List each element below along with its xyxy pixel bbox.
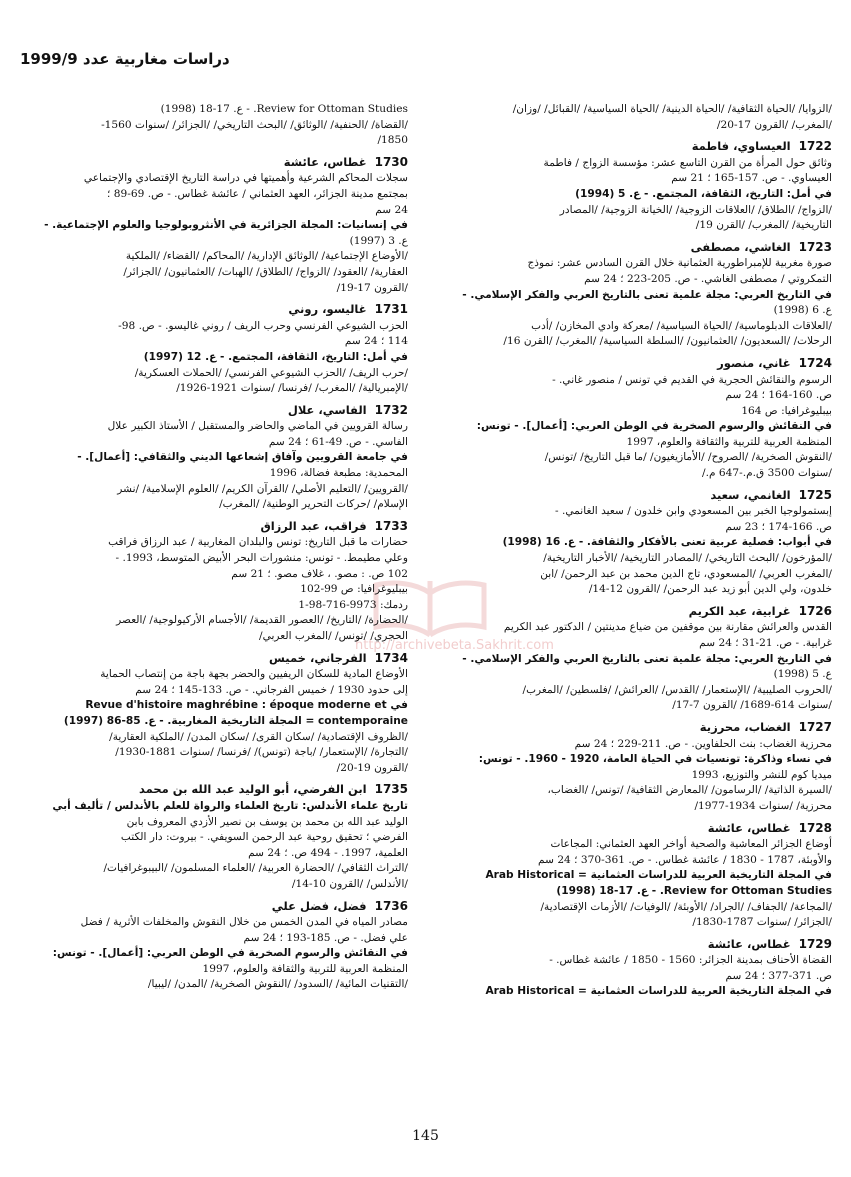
entry-author: الفرجاني، خميس [269, 650, 367, 665]
entry-text-line: /التجارة/ /الإستعمار/ /باجة (تونس)/ /فرنسا/ /سنوات 1881-1930/ [115, 746, 408, 759]
entry-text-line: /القضاة/ /الحنفية/ /الوثائق/ /البحث التاريخي/ /الجزائر/ /سنوات 1560- [101, 118, 408, 131]
entry-text-line: /المجاعة/ /الجفاف/ /الجراد/ /الأوبئة/ /الوفيات/ /الأزمات الإقتصادية/ [540, 900, 832, 913]
entry-source-line: في النقائش والرسوم الصخرية في الوطن العربي: [أعمال]. - تونس: [52, 947, 408, 960]
entry-text-line: الرسوم والنقائش الحجرية في القديم في تونس / منصور غاني. - [552, 373, 832, 386]
entry-text-line: رسالة القرويين في الماضي والحاضر والمستقبل / الأستاذ الكبير علال [107, 420, 408, 433]
entry-author: غرابية، عبد الكريم [688, 603, 791, 618]
bibliography-entry [20, 651, 408, 777]
entry-text-line: سجلات المحاكم الشرعية وأهميتها في دراسة التاريخ الإقتصادي والإجتماعي [83, 172, 408, 185]
entry-text-line: الوليد عبد الله بن محمد بن يوسف بن نصير الأزدي المعروف بابن [126, 815, 408, 828]
entry-text-line: /الجزائر/ /سنوات 1787-1830/ [692, 916, 832, 929]
entry-text-line: بيبليوغرافيا: ص 99-102 [300, 583, 408, 596]
entry-text-line: الإسلام/ /حركات التحرير الوطنية/ /المغرب/ [219, 498, 408, 511]
entry-source-line: contemporaine = المجلة التاريخية المغاربية. - ع. 85-86 (1997) [63, 714, 408, 727]
bibliography-entry [20, 782, 408, 892]
entry-heading [444, 821, 832, 837]
entry-number: 1722 [798, 139, 832, 154]
entry-number: 1726 [798, 603, 832, 618]
entry-author: العيساوي، فاطمة [691, 139, 791, 154]
entry-text-line: /التقنيات المائية/ /السدود/ /النقوش الصخرية/ /المدن/ /ليبيا/ [147, 978, 408, 991]
entry-author: فضل، فضل علي [271, 898, 367, 913]
entry-text-line: /القرويين/ /التعليم الأصلي/ /القرآن الكريم/ /العلوم الإسلامية/ /نشر [117, 482, 408, 495]
entry-text-line: المنظمة العربية للتربية والثقافة والعلوم، 1997 [202, 962, 408, 975]
entry-text-line: ص. 371-377 ؛ 24 سم [725, 969, 832, 982]
entry-text-line: القضاة الأحناف بمدينة الجزائر: 1560 - 1850 / عائشة غطاس. - [549, 954, 832, 967]
entry-source-line: في نساء وذاكرة: تونسيات في الحياة العامة، 1920 - 1960. - تونس: [478, 753, 832, 766]
entry-text-line: /السيرة الذاتية/ /الرسامون/ /المعارض الثقافية/ /تونس/ /الغضاب، [547, 784, 832, 797]
entry-heading [444, 720, 832, 736]
entry-text-line: /حرب الريف/ /الحزب الشيوعي الفرنسي/ /الحملات العسكرية/ [134, 366, 408, 379]
entry-number: 1734 [374, 650, 408, 665]
entry-number: 1736 [374, 898, 408, 913]
entry-source-line: Review for Ottoman Studies. - ع. 17-18 (1998) [556, 884, 832, 897]
bibliography-entry [444, 821, 832, 931]
entry-author: غطاس، عائشة [707, 936, 791, 951]
entry-heading [20, 403, 408, 419]
entry-text-line: صورة مغربية للإمبراطورية العثمانية خلال القرن السادس عشر: نموذج [527, 257, 832, 270]
entry-author: غطاس، عائشة [707, 820, 791, 835]
entry-number: 1731 [374, 302, 408, 317]
entry-text-line: /الحروب الصليبية/ /الإستعمار/ /القدس/ /العرائش/ /فلسطين/ /المغرب/ [522, 683, 832, 696]
entry-heading [444, 356, 832, 372]
bibliography-entry [20, 403, 408, 513]
entry-number: 1727 [798, 719, 832, 734]
entry-source-line: في جامعة القرويين وآفاق إشعاعها الديني والثقافي: [أعمال]. - [77, 451, 408, 464]
entry-text-line: ع. 6 (1998) [773, 304, 832, 317]
entry-text-line: العيساوي. - ص. 157-165 ؛ 21 سم [671, 172, 832, 185]
entry-text-line: المنظمة العربية للتربية والثقافة والعلوم، 1997 [626, 435, 832, 448]
entry-heading [444, 240, 832, 256]
entry-text-line: مصادر المياه في المدن الخمس من خلال النقوش والمخلفات الأثرية / فضل [80, 916, 408, 929]
entry-text-line: ص. 160-164 ؛ 24 سم [725, 389, 832, 402]
entry-text-line: 1850/ [377, 134, 408, 147]
entry-text-line: غرابية. - ص. 21-31 ؛ 24 سم [699, 637, 832, 649]
entry-author: ابن الفرضي، أبو الوليد عبد الله بن محمد [139, 782, 367, 797]
entry-heading [20, 899, 408, 915]
entry-text-line: ع. 5 (1998) [773, 668, 832, 681]
entry-text-line: 102 ص. : مصو. ، غلاف مصو. ؛ 21 سم [231, 567, 408, 580]
entry-text-line: /الظروف الإقتصادية/ /سكان القرى/ /سكان المدن/ /الملكية العقارية/ [109, 730, 408, 743]
entry-heading [20, 782, 408, 798]
entry-text-line: الحزب الشيوعي الفرنسي وحرب الريف / روني غاليسو. - ص. 98- [118, 319, 408, 332]
entry-author: فراقب، عبد الرزاق [260, 518, 367, 533]
entry-author: غاني، منصور [717, 355, 791, 370]
entry-text-line: ميديا كوم للنشر والتوزيع، 1993 [691, 768, 832, 781]
entry-text-line: /الزوايا/ /الحياة الثقافية/ /الحياة الدينية/ /الحياة السياسية/ /القبائل/ /وزان/ [512, 103, 832, 115]
entry-text-line: /العلاقات الدبلوماسية/ /الحياة السياسية/ /معركة وادي المخازن/ /أدب [531, 319, 832, 332]
entry-text-line: القدس والعرائش مقارنة بين موقفين من ضياع مدينتين / الدكتور عبد الكريم [503, 621, 832, 634]
page-header-title: دراسات مغاربية عدد 1999/9 [20, 50, 230, 68]
entry-author: غطاس، عائشة [283, 154, 367, 169]
entry-text-line: /القرون 19-20/ [336, 761, 408, 774]
entry-text-line: حضارات ما قبل التاريخ: تونس والبلدان المغاربية / عبد الرزاق فراقب [108, 536, 408, 549]
bibliography-entry [444, 139, 832, 234]
entry-heading [20, 519, 408, 535]
entry-number: 1730 [374, 154, 408, 169]
entry-source-line: في أمل: التاريخ، الثقافة، المجتمع. - ع. 5 (1994) [575, 187, 832, 200]
entry-text-line: الفاسي. - ص. 49-61 ؛ 24 سم [268, 435, 408, 448]
bibliography-entry [444, 102, 832, 133]
entry-text-line: خلدون، ولي الدين أبو زيد عبد الرحمن/ /القرون 12-14/ [588, 583, 832, 596]
entry-text-line: /التراث الثقافي/ /الحضارة العربية/ /العلماء المسلمون/ /البيبوغرافيات/ [103, 862, 408, 875]
bibliography-entry [444, 720, 832, 815]
entry-text-line: علي فضل. - ص. 185-193 ؛ 24 سم [243, 931, 408, 944]
entry-number: 1725 [798, 487, 832, 502]
entry-text-line: الحجري/ /تونس/ /المغرب العربي/ [259, 630, 408, 642]
entry-heading [20, 155, 408, 171]
entry-text-line: 114 ؛ 24 سم [344, 335, 408, 348]
bibliography-entry [444, 240, 832, 350]
entry-text-line: العلمية، 1997. - 494 ص. ؛ 24 سم [248, 846, 408, 859]
entry-text-line: المحمدية: مطبعة فضالة، 1996 [269, 467, 408, 480]
entry-author: الغاشي، مصطفى [690, 239, 791, 254]
entry-text-line: بمجتمع مدينة الجزائر، العهد العثماني / عائشة غطاس. - ص. 69-89 ؛ [107, 187, 408, 200]
watermark-url: http://archivebeta.Sakhrit.com [355, 638, 554, 653]
bibliography-entry [20, 302, 408, 397]
entry-number: 1733 [374, 518, 408, 533]
column-right [444, 102, 832, 1006]
entry-number: 1724 [798, 355, 832, 370]
entry-text-line: ردمك: 9973-716-98-1 [298, 598, 408, 611]
entry-heading [444, 488, 832, 504]
entry-number: 1732 [374, 402, 408, 417]
entry-text-line: إبستمولوجيا الخبر بين المسعودي وابن خلدون / سعيد الغانمي. - [555, 505, 832, 518]
bibliography-entry [20, 899, 408, 994]
bibliography-entry [20, 102, 408, 149]
entry-text-line: /القرون 17-19/ [336, 281, 408, 294]
entry-heading [444, 139, 832, 155]
entry-text-line: /النقوش الصخرية/ /الصروح/ /الأمازيغيون/ /ما قبل التاريخ/ /تونس/ [544, 451, 832, 464]
bibliography-entry [20, 519, 408, 645]
entry-source-line: تاريخ علماء الأندلس: تاريخ العلماء والرواة للعلم بالأندلس / تأليف أبي [52, 799, 408, 812]
entry-text-line: /المؤرخون/ /البحث التاريخي/ /المصادر التاريخية/ /الأخبار التاريخية/ [543, 552, 832, 565]
bibliography-entry [444, 604, 832, 714]
entry-text-line: /الحضارة/ /التاريخ/ /العصور القديمة/ /الأجسام الأركيولوجية/ /العصر [116, 614, 408, 627]
entry-text-line: /الأوضاع الإجتماعية/ /الوثائق الإدارية/ /المحاكم/ /القضاء/ /الملكية [125, 250, 408, 263]
entry-number: 1728 [798, 820, 832, 835]
page-number: 145 [412, 1128, 439, 1144]
entry-author: غاليسو، روني [288, 302, 367, 317]
entry-number: 1729 [798, 936, 832, 951]
entry-text-line: العقارية/ /العقود/ /الزواج/ /الطلاق/ /الهبات/ /العثمانيون/ /الجزائر/ [123, 265, 408, 278]
entry-text-line: الفرضي ؛ تحقيق روحية عبد الرحمن السويفي. - بيروت: دار الكتب [120, 831, 408, 844]
entry-text-line: /سنوات 614-1689/ /القرون 7-17/ [672, 699, 832, 712]
entry-source-line: في Revue d'histoire maghrébine : époque moderne et [85, 699, 408, 712]
entry-text-line: محرزية الغضاب: بنت الحلفاوين. - ص. 211-229 ؛ 24 سم [574, 737, 832, 750]
entry-source-line: في المجلة التاريخية العربية للدراسات العثمانية = Arab Historical [485, 985, 832, 998]
entry-text-line: Review for Ottoman Studies. - ع. 17-18 (1998) [160, 103, 408, 115]
entry-text-line: والأوبئة، 1787 - 1830 / عائشة غطاس. - ص. 361-370 ؛ 24 سم [538, 853, 832, 866]
entry-source-line: في التاريخ العربي: مجلة علمية تعنى بالتاريخ العربي والفكر الإسلامي. - [462, 652, 832, 665]
entry-text-line: /الإمبريالية/ /المغرب/ /فرنسا/ /سنوات 1921-1926/ [176, 382, 408, 395]
entry-text-line: التمكروتي / مصطفى الغاشي. - ص. 205-223 ؛ 24 سم [584, 272, 832, 285]
entry-text-line: الأوضاع المادية للسكان الريفيين والحضر بجهة باجة من إنتصاب الحماية [100, 668, 408, 681]
bibliography-entry [444, 937, 832, 1000]
entry-text-line: بيبليوغرافيا: ص 164 [741, 404, 832, 417]
entry-text-line: /الزواج/ /الطلاق/ /العلاقات الزوجية/ /الخيانة الزوجية/ /المصادر [559, 203, 832, 216]
entry-text-line: وثائق حول المرأة من القرن التاسع عشر: مؤسسة الزواج / فاطمة [543, 156, 832, 169]
entry-text-line: /المغرب العربي/ /المسعودي، تاج الدين محمد بن عبد الرحمن/ /ابن [540, 567, 832, 580]
entry-author: الفاسي، علال [287, 402, 367, 417]
entry-source-line: في أبواب: فصلية عربية تعنى بالأفكار والثقافة. - ع. 16 (1998) [502, 536, 832, 549]
entry-text-line: إلى حدود 1930 / خميس الفرجاني. - ص. 133-145 ؛ 24 سم [135, 683, 408, 696]
entry-text-line: /الأندلس/ /القرون 10-14/ [291, 877, 408, 890]
bibliography-entry [444, 488, 832, 598]
entry-source-line: في النقائش والرسوم الصخرية في الوطن العربي: [أعمال]. - تونس: [476, 420, 832, 433]
entry-author: الغضاب، محرزية [699, 719, 791, 734]
entry-text-line: التاريخية/ /المغرب/ /القرن 19/ [695, 219, 832, 232]
entry-text-line: ص. 166-174 ؛ 23 سم [725, 520, 832, 533]
column-left [20, 102, 408, 999]
entry-author: الغانمي، سعيد [710, 487, 791, 502]
entry-source-line: في التاريخ العربي: مجلة علمية تعنى بالتاريخ العربي والفكر الإسلامي. - [462, 288, 832, 301]
entry-text-line: أوضاع الجزائر المعاشية والصحية أواخر العهد العثماني: المجاعات [550, 838, 832, 851]
bibliography-entry [444, 356, 832, 482]
entry-text-line: 24 سم [375, 203, 408, 216]
entry-text-line: /المغرب/ /القرون 17-20/ [716, 118, 832, 131]
entry-source-line: في أمل: التاريخ، الثقافة، المجتمع. - ع. 12 (1997) [143, 350, 408, 363]
entry-heading [20, 651, 408, 667]
entry-text-line: محرزية/ /سنوات 1934-1977/ [694, 799, 832, 812]
bibliography-entry [20, 155, 408, 296]
entry-text-line: /سنوات 3500 ق.م.-647 م./ [702, 467, 832, 480]
entry-text-line: وعلي مطيمط. - تونس: منشورات البحر الأبيض المتوسط، 1993. - [115, 552, 408, 565]
entry-source-line: في المجلة التاريخية العربية للدراسات العثمانية = Arab Historical [485, 869, 832, 882]
entry-text-line: ع. 3 (1997) [349, 234, 408, 247]
entry-number: 1723 [798, 239, 832, 254]
entry-heading [20, 302, 408, 318]
entry-heading [444, 604, 832, 620]
entry-source-line: في إنسانيات: المجلة الجزائرية في الأنثروبولوجيا والعلوم الإجتماعية. - [44, 219, 408, 232]
entry-text-line: الرحلات/ /السعديون/ /العثمانيون/ /السلطة السياسية/ /المغرب/ /القرن 16/ [503, 335, 832, 348]
entry-number: 1735 [374, 782, 408, 797]
entry-heading [444, 937, 832, 953]
